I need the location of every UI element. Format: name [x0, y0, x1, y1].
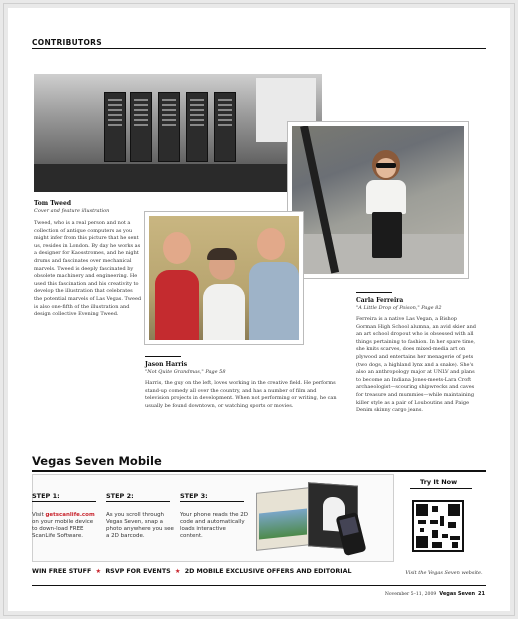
contributor-credit: "Not Quite Grandmas," Page 58 [145, 369, 226, 375]
step-3-text: Your phone reads the 2D code and automatically loads interactive content. [180, 512, 248, 539]
step-2-title: STEP 2: [106, 492, 134, 500]
promo-bar [32, 568, 351, 575]
star-icon: ★ [174, 568, 181, 575]
jason-harris-photo [145, 212, 303, 344]
qr-module [432, 506, 438, 512]
page-folio [385, 591, 485, 597]
step-1-text-pre: Visit [32, 512, 46, 518]
magazine-page-left [256, 487, 310, 551]
contributor-credit: "A Little Drop of Poison," Page 82 [356, 305, 442, 311]
qr-module [452, 542, 458, 548]
qr-module [418, 520, 426, 524]
name-rule [145, 356, 181, 357]
qr-module [448, 504, 460, 516]
step-3-title: STEP 3: [180, 492, 208, 500]
computer-rack [158, 92, 180, 162]
mobile-section-rule [32, 470, 486, 472]
photo-person [362, 150, 408, 260]
step-2-text: As you scroll through Vegas Seven, snap a photo anywhere you see a 2D barcode. [106, 512, 174, 539]
qr-module [430, 520, 438, 524]
magazine-phone-illustration [256, 484, 376, 552]
star-icon: ★ [95, 568, 102, 575]
contributor-bio: Harris, the guy on the left, loves working in the creative field. He performs stand-up comedy all over the country, and has a number of film and television projects in development. When not performing or writing, he can usually be found downtown, or watching sports or movies. [145, 380, 337, 409]
qr-module [448, 522, 456, 528]
qr-module [440, 516, 444, 526]
contributor-credit: Cover and feature illustration [34, 208, 110, 214]
scanlife-link[interactable]: getscanlife.com [45, 512, 95, 518]
promo-2d-mobile-offers: 2D MOBILE EXCLUSIVE OFFERS AND EDITORIAL [184, 568, 352, 575]
promo-win-free-stuff: WIN FREE STUFF [32, 568, 92, 575]
step-rule [180, 501, 244, 502]
photo-person [203, 284, 245, 340]
qr-module [420, 528, 424, 532]
qr-module [450, 536, 460, 540]
folio-page-number: 21 [478, 591, 485, 597]
folio-date: November 5–11, 2009 [384, 592, 437, 597]
mobile-section-title: Vegas Seven Mobile [32, 454, 162, 468]
step-1-text-post: on your mobile device to down-load FREE ScanLife Software. [32, 519, 94, 539]
section-rule [32, 48, 486, 49]
contributor-name: Carla Ferreira [356, 297, 404, 304]
computer-rack [130, 92, 152, 162]
footer-rule [32, 585, 486, 586]
try-it-rule [410, 488, 472, 489]
contributor-bio: Ferreira is a native Las Vegan, a Bishop Gorman High School alumna, an avid skier and an art school dropout who is obsessed with all things pertaining to fashion. In her spare time, she knits scarves, does mixed-media art on plywood and entertains her menagerie of pets (two dogs, a highland lynx and a snake). She's also an anthropology major at UNLV and plans to become an Indiana Jones-meets-Lara Croft archaeologist—scouring shipwrecks and caves for treasure and mummies—while maintaining killer style as a pair of Louboutins and Paige Denim skinny cargo jeans. [356, 316, 476, 414]
step-1-text [32, 512, 100, 540]
try-it-caption: Visit the Vegas Seven website. [405, 570, 483, 576]
carla-ferreira-photo [288, 122, 468, 278]
folio-magazine: Vegas Seven [439, 591, 476, 597]
qr-module [442, 534, 448, 538]
contributor-name: Jason Harris [145, 361, 188, 368]
qr-module [432, 530, 438, 538]
step-rule [32, 501, 96, 502]
step-1-title: STEP 1: [32, 492, 60, 500]
photo-person-head [163, 232, 191, 264]
step-rule [106, 501, 170, 502]
person-legs [372, 212, 402, 258]
contributor-name: Tom Tweed [34, 200, 72, 207]
section-title: CONTRIBUTORS [32, 38, 102, 47]
computer-rack [214, 92, 236, 162]
photo-person-head [257, 228, 285, 260]
tom-tweed-photo [34, 74, 322, 192]
photo-person [249, 262, 299, 340]
photo-desk [34, 164, 322, 192]
qr-module [432, 542, 442, 548]
promo-rsvp-events: RSVP FOR EVENTS [105, 568, 171, 575]
person-sunglasses [376, 163, 396, 168]
try-it-title: Try It Now [420, 478, 458, 486]
photo-person [155, 270, 199, 340]
name-rule [356, 292, 392, 293]
qr-module [416, 536, 428, 548]
person-top [366, 180, 406, 214]
computer-rack [104, 92, 126, 162]
contributor-bio: Tweed, who is a real person and not a collection of antique computers as you might infer from this picture that he sent us, resides in London. By day he works as a designer for Kaosstromes, and he night drums and fascinates over mechanical marvels. Tweed is deeply fascinated by obsolete machinery and engineering. He used this fascination and his creativity to develop the illustration that celebrates the potential marvels of Las Vegas. Tweed is also one-fifth of the illustration and design collective Evening Tweed. [34, 220, 142, 318]
magazine-image [259, 508, 307, 539]
computer-rack [186, 92, 208, 162]
qr-code-icon[interactable] [412, 500, 464, 552]
phone-icon [335, 512, 366, 556]
person-face [376, 158, 396, 178]
photo-person-hair [207, 248, 237, 260]
qr-module [416, 504, 428, 516]
